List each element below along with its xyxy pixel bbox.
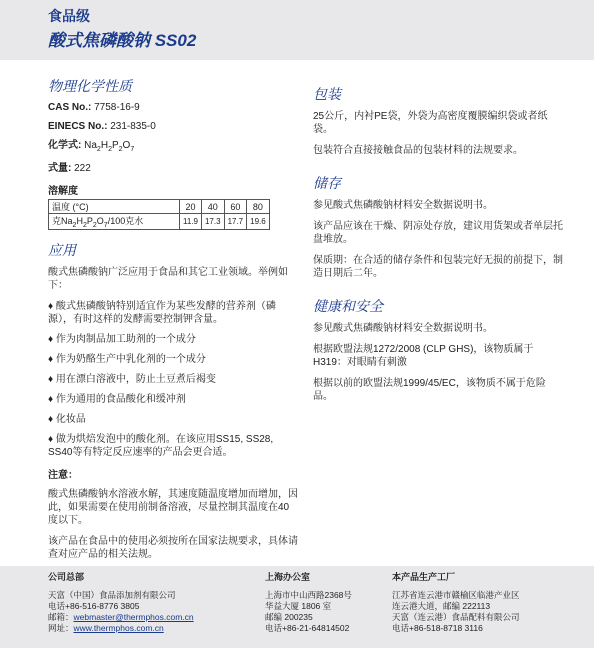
hq-web-label: 网址：: [48, 623, 74, 633]
list-item: ♦ 作为通用的食品酸化和缓冲剂: [48, 393, 186, 405]
mw-label: 式量:: [48, 163, 72, 174]
packaging-text-1: 25公斤，内衬PE袋，外袋为高密度覆膜编织袋或者纸袋。: [313, 111, 548, 135]
table-cell: 17.3: [201, 214, 224, 230]
hq-web-row: [48, 623, 248, 634]
footer-factory: [392, 572, 562, 634]
shanghai-heading: 上海办公室: [265, 572, 311, 582]
table-cell: 80: [247, 200, 270, 214]
header-band: [0, 0, 594, 60]
table-cell: 11.9: [180, 214, 202, 230]
list-item: ♦ 作为奶酪生产中乳化剂的一个成分: [48, 353, 206, 365]
table-cell: 60: [224, 200, 247, 214]
list-item: ♦ 酸式焦磷酸钠特别适宜作为某些发酵的营养剂（磷源），有时这样的发酵需要控制钾含量。: [48, 300, 276, 325]
packaging-heading: 包装: [313, 86, 341, 102]
sol-row-label: 克$Na_2H_2P_2O_7/100$克水: [49, 214, 180, 230]
table-cell: 19.6: [247, 214, 270, 230]
solubility-heading: 溶解度: [48, 186, 78, 197]
footer-band: [0, 566, 594, 648]
safety-text-3: 根据以前的欧盟法规1999/45/EC，该物质不属于危险品。: [313, 378, 546, 402]
mw-value: 222: [74, 163, 91, 174]
email-link[interactable]: webmaster@thermphos.com.cn: [73, 612, 194, 622]
formula-label: 化学式:: [48, 140, 82, 151]
table-row: [49, 200, 270, 214]
storage-text-3: 保质期：在合适的储存条件和包装完好无损的前提下，制造日期后二年。: [313, 255, 563, 279]
shanghai-line: 上海市中山西路2368号: [265, 590, 352, 600]
hq-email-label: 邮箱：: [48, 612, 74, 622]
factory-line: 电话+86-518-8718 3116: [392, 623, 483, 633]
table-cell: 40: [201, 200, 224, 214]
safety-text-1: 参见酸式焦磷酸钠材料安全数据说明书。: [313, 323, 493, 334]
factory-heading: 本产品生产工厂: [392, 572, 456, 582]
solubility-table: [48, 199, 270, 230]
list-item: ♦ 作为肉制品加工助剂的一个成分: [48, 333, 196, 345]
footer-hq: [48, 572, 248, 634]
product-title: 酸式焦磷酸钠 SS02: [48, 31, 197, 50]
cas-value: 7758-16-9: [94, 102, 140, 113]
website-link[interactable]: www.thermphos.com.cn: [73, 623, 164, 633]
cas-row: [48, 102, 298, 114]
list-item: ♦ 化妆品: [48, 413, 86, 425]
hq-heading: 公司总部: [48, 572, 85, 582]
mw-row: [48, 163, 298, 175]
list-item: ♦ 用在漂白溶液中，防止土豆煮后褐变: [48, 373, 216, 385]
hq-line: 天富（中国）食品添加剂有限公司: [48, 590, 176, 600]
note-heading: 注意：: [48, 469, 78, 481]
storage-text-1: 参见酸式焦磷酸钠材料安全数据说明书。: [313, 200, 493, 211]
shanghai-line: 华益大厦 1806 室: [265, 601, 332, 611]
right-column: [313, 84, 563, 411]
factory-line: 江苏省连云港市赣榆区临港产业区: [392, 590, 520, 600]
hq-email-row: [48, 612, 248, 623]
sol-temp-label: 温度 (°C): [49, 200, 180, 214]
shanghai-line: 邮编 200235: [265, 612, 313, 622]
product-category: 食品级: [48, 8, 90, 24]
physchem-heading: 物理化学性质: [48, 78, 132, 94]
safety-heading: 健康和安全: [313, 298, 383, 314]
list-item: ♦ 做为烘焙发泡中的酸化剂。在该应用SS15, SS28, SS40等有特定反应速率的产品会更合适。: [48, 433, 274, 458]
note-text-2: 该产品在食品中的使用必须按所在国家法规要求，具体请查对应产品的相关法规。: [48, 535, 298, 560]
factory-line: 连云港大道，邮编 222113: [392, 601, 491, 611]
safety-text-2: 根据欧盟法规1272/2008 (CLP GHS)，该物质属于H319：对眼睛有刺激: [313, 344, 534, 368]
storage-heading: 储存: [313, 175, 341, 191]
note-text-1: 酸式焦磷酸钠水溶液水解，其速度随温度增加而增加，因此，如果需要在使用前制备溶液，尽量控制其温度在40度以下。: [48, 488, 298, 526]
applications-intro: 酸式焦磷酸钠广泛应用于食品和其它工业领域。举例如下：: [48, 266, 288, 291]
einecs-row: [48, 121, 298, 133]
table-cell: 17.7: [224, 214, 247, 230]
formula-row: [48, 140, 298, 156]
packaging-text-2: 包装符合直接接触食品的包装材料的法规要求。: [313, 145, 523, 156]
factory-line: 天富（连云港）食品配料有限公司: [392, 612, 520, 622]
applications-heading: 应用: [48, 241, 76, 258]
einecs-value: 231-835-0: [110, 121, 156, 132]
hq-line: 电话+86-516-8776 3805: [48, 601, 140, 611]
footer-shanghai: [265, 572, 385, 634]
cas-label: CAS No.:: [48, 102, 92, 113]
shanghai-line: 电话+86-21-64814502: [265, 623, 350, 633]
table-row: [49, 214, 270, 230]
einecs-label: EINECS No.:: [48, 121, 108, 132]
table-cell: 20: [180, 200, 202, 214]
formula-value: $Na_2H_2P_2O_7$: [84, 140, 135, 153]
left-column: [48, 76, 298, 569]
storage-text-2: 该产品应该在干燥、阴凉处存放，建议用货架或者单层托盘堆放。: [313, 221, 563, 245]
